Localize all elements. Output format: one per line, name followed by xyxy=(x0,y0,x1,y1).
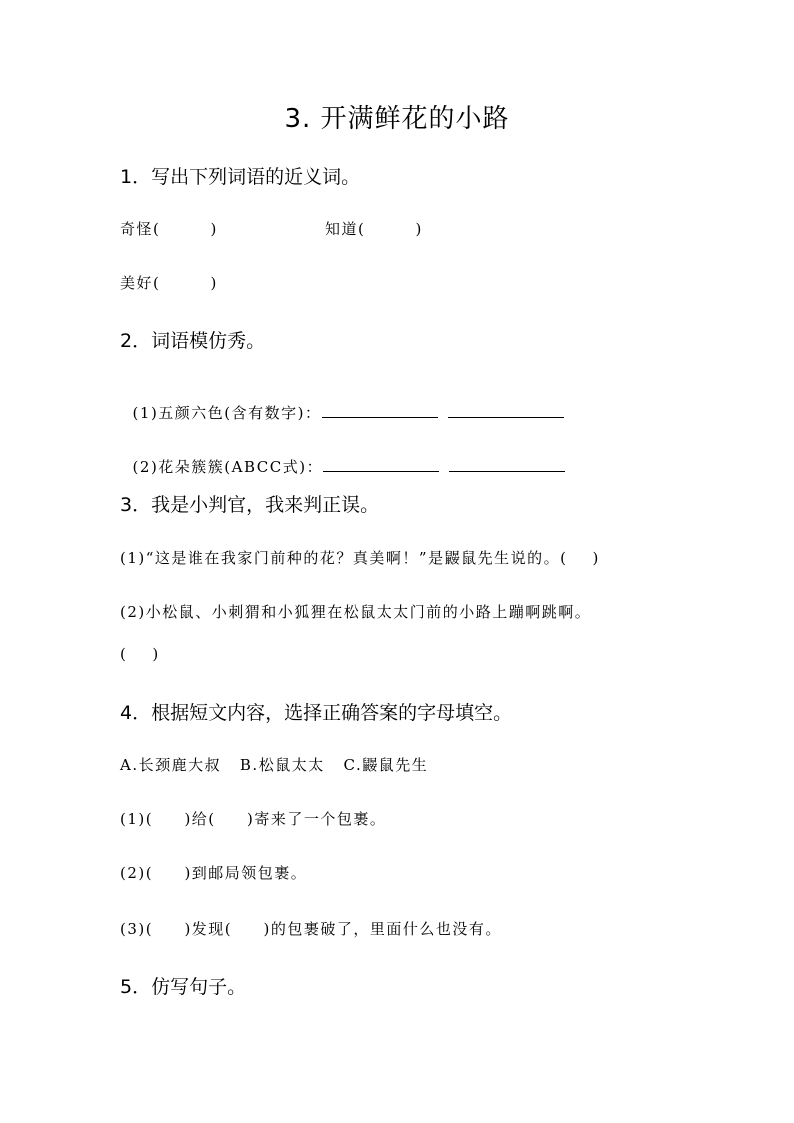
q3-item-2-answer: ( ) xyxy=(120,645,160,663)
q4-heading: 4．根据短文内容，选择正确答案的字母填空。 xyxy=(120,702,513,724)
answer-blank[interactable] xyxy=(448,403,564,418)
q2-item-1 xyxy=(120,384,574,423)
q1-item-1: 奇怪( ) xyxy=(120,220,218,238)
q4-item-1: (1)( )给( )寄来了一个包裹。 xyxy=(120,810,387,828)
q1-item-3: 美好( ) xyxy=(120,274,218,292)
answer-blank[interactable] xyxy=(322,403,438,418)
q2-item-2-text: (2)花朵簇簇(ABCC式)： xyxy=(132,458,324,476)
q1-heading: 1．写出下列词语的近义词。 xyxy=(120,166,361,188)
q4-item-2: (2)( )到邮局领包裹。 xyxy=(120,864,308,882)
q3-item-1: (1)“这是谁在我家门前种的花？真美啊！”是鼹鼠先生说的。( ) xyxy=(120,549,600,567)
q5-heading: 5．仿写句子。 xyxy=(120,976,247,998)
q2-item-2 xyxy=(120,438,575,477)
answer-blank[interactable] xyxy=(323,457,439,472)
page-title: 3. 开满鲜花的小路 xyxy=(284,104,510,134)
q1-item-2: 知道( ) xyxy=(325,220,423,238)
q4-item-3: (3)( )发现( )的包裹破了，里面什么也没有。 xyxy=(120,920,502,938)
answer-blank[interactable] xyxy=(449,457,565,472)
q3-item-2: (2)小松鼠、小刺猬和小狐狸在松鼠太太门前的小路上蹦啊跳啊。 xyxy=(120,603,592,621)
q4-options: A.长颈鹿大叔 B.松鼠太太 C.鼹鼠先生 xyxy=(120,756,429,774)
q2-item-1-text: (1)五颜六色(含有数字)： xyxy=(132,404,322,422)
q3-heading: 3．我是小判官，我来判正误。 xyxy=(120,494,380,516)
q2-heading: 2．词语模仿秀。 xyxy=(120,330,266,352)
